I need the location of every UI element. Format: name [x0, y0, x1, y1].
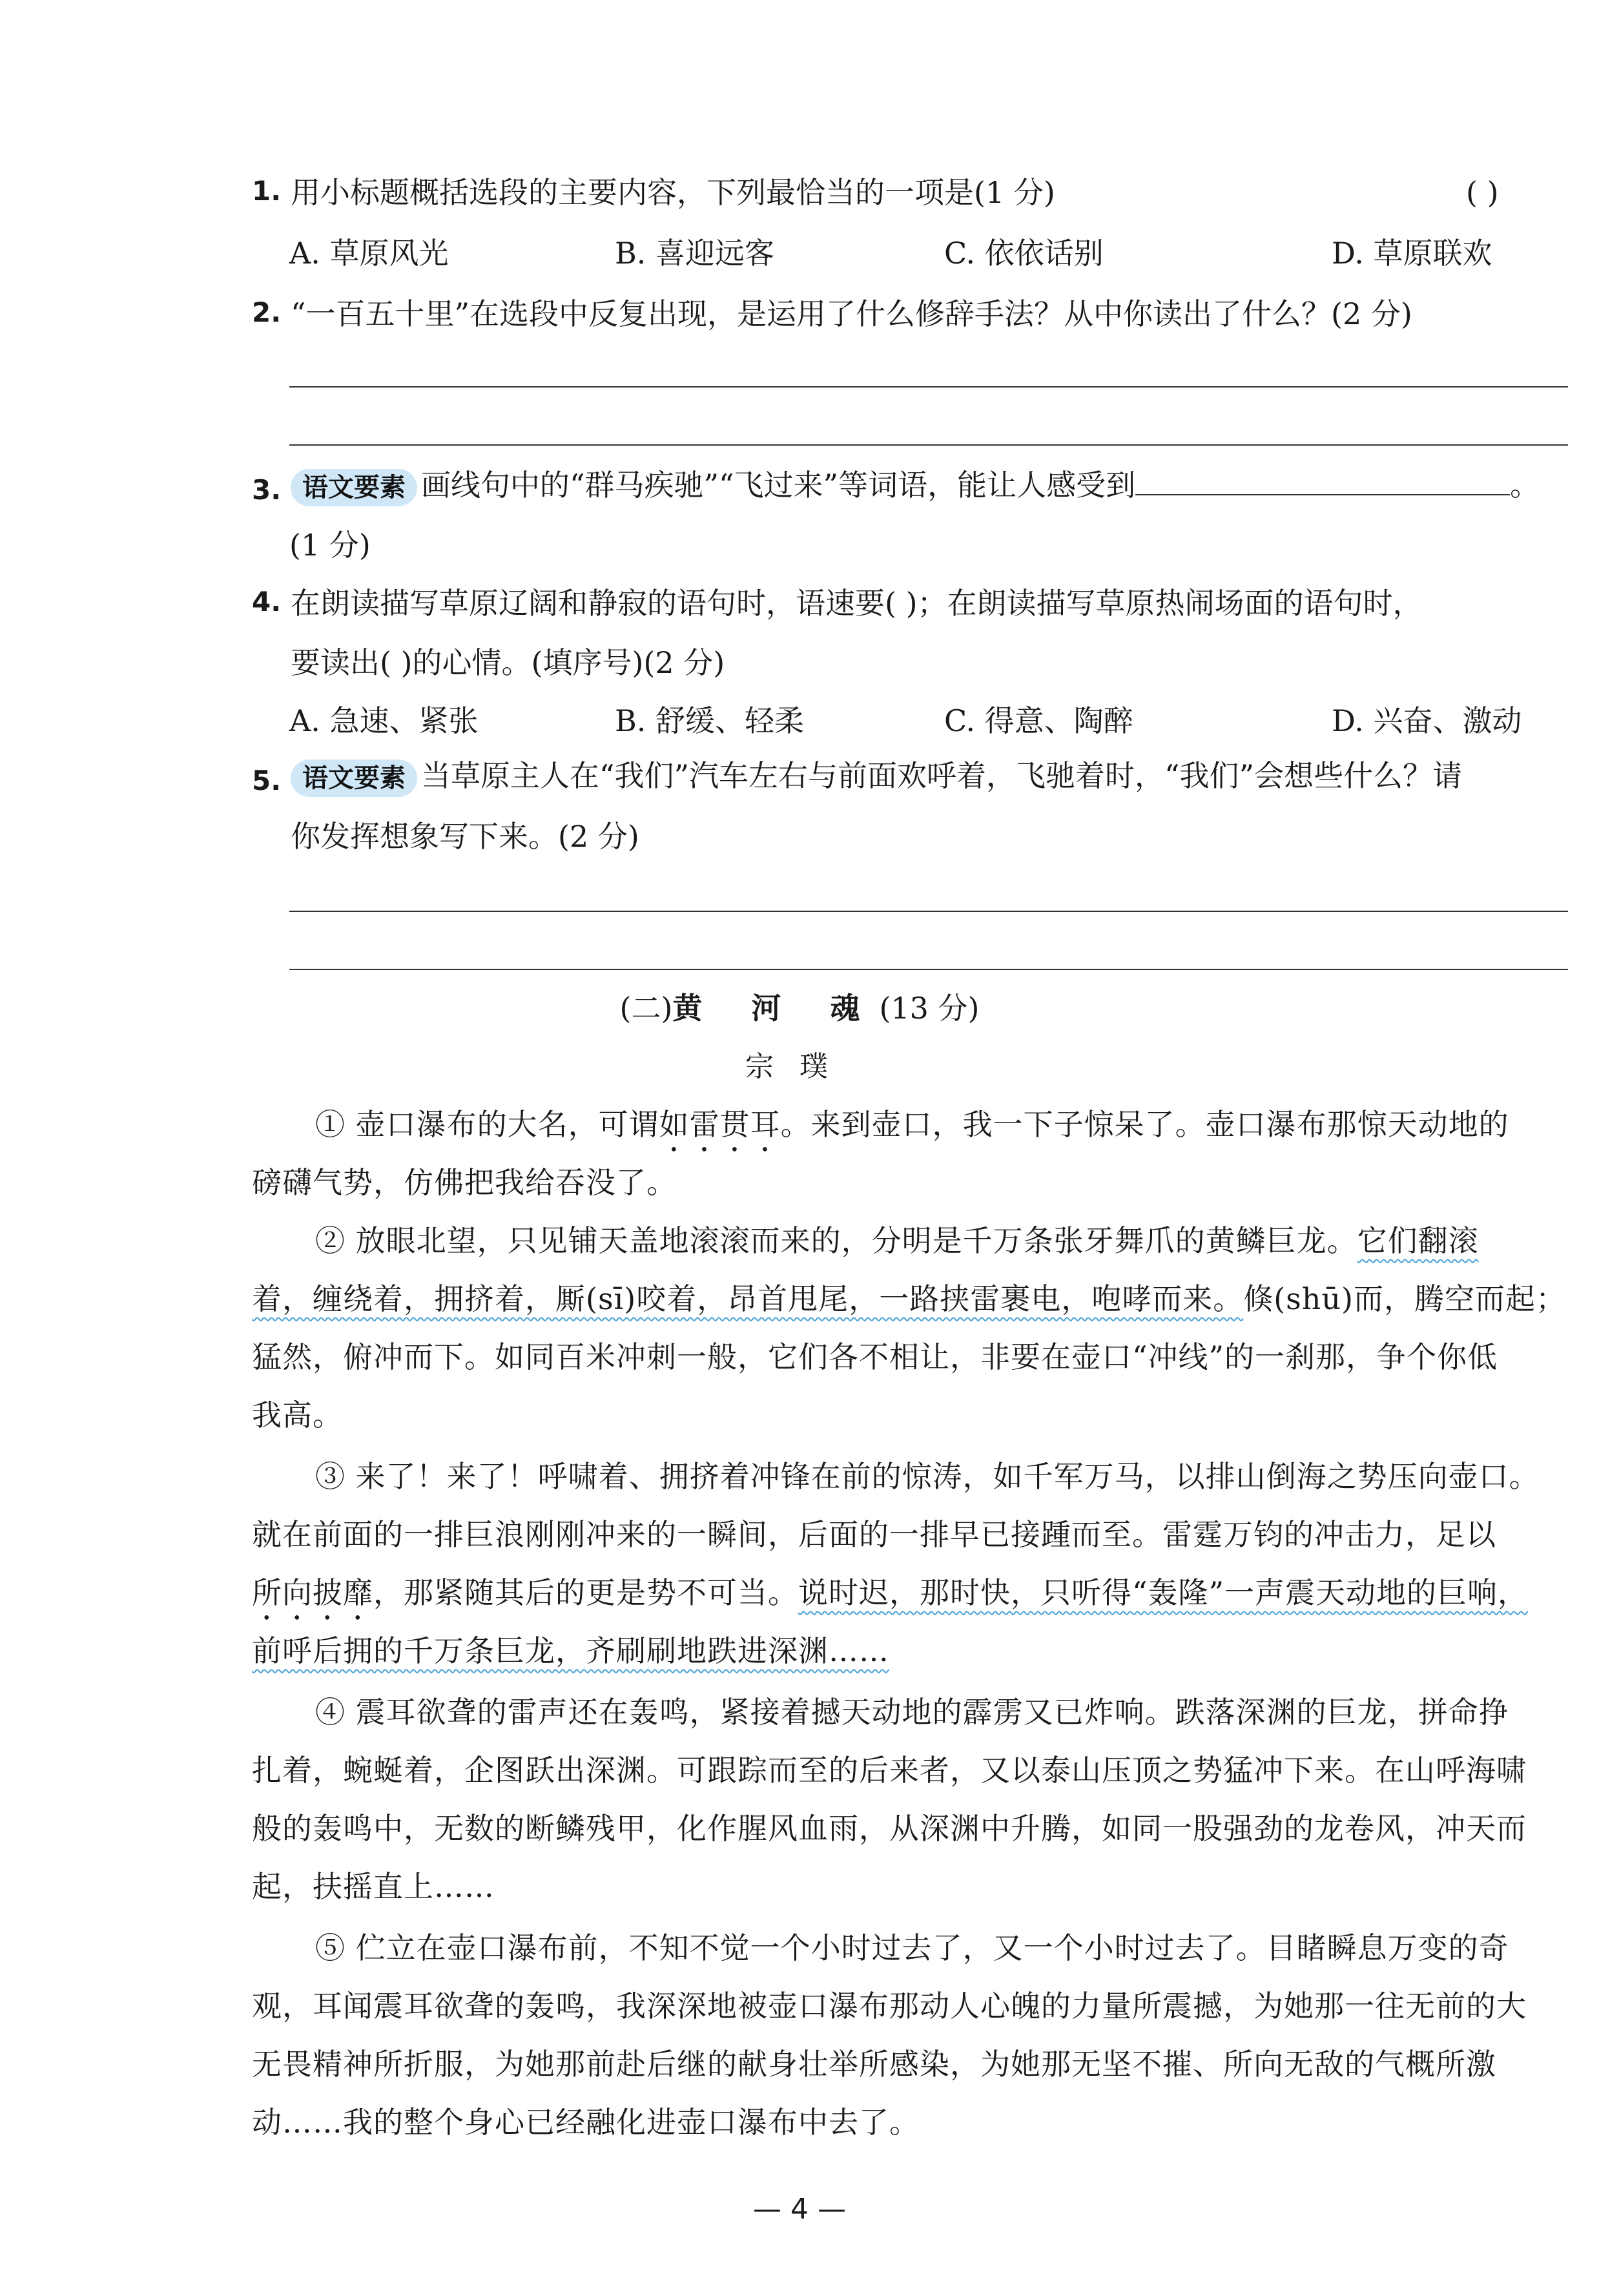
- section-title: [0, 985, 1599, 1028]
- passage-line: [315, 1101, 1509, 1159]
- answer-line[interactable]: [289, 444, 1568, 446]
- option-c[interactable]: C. 得意、陶醉: [944, 703, 1133, 738]
- fill-blank[interactable]: [1135, 468, 1510, 495]
- option-d[interactable]: D. 草原联欢: [1332, 236, 1492, 271]
- passage-line: 般的轰鸣中，无数的断鳞残甲，化作腥风血雨，从深渊中升腾，如同一股强劲的龙卷风，冲天而: [252, 1811, 1527, 1846]
- question-number: 4.: [252, 586, 282, 617]
- question-text: 用小标题概括选段的主要内容，下列最恰当的一项是(1 分): [291, 175, 1055, 210]
- passage-author: 宗璞: [745, 1050, 854, 1083]
- question-text-a: 画线句中的“群马疾驰”“飞过来”等词语，能让人感受到: [421, 468, 1136, 502]
- passage-line: 就在前面的一排巨浪刚刚冲来的一瞬间，后面的一排早已接踵而至。雷霆万钧的冲击力，足以: [252, 1517, 1496, 1552]
- option-b[interactable]: B. 舒缓、轻柔: [615, 703, 805, 738]
- option-c[interactable]: C. 依依话别: [944, 236, 1104, 271]
- question-number: 2.: [252, 296, 282, 328]
- underlined-sentence: 说时迟，那时快，只听得“轰隆”一声震天动地的巨响，: [798, 1575, 1529, 1610]
- option-a[interactable]: A. 急速、紧张: [289, 703, 479, 738]
- score-note: (1 分): [289, 528, 371, 563]
- option-b[interactable]: B. 喜迎远客: [615, 236, 775, 271]
- passage-line: ⑤ 伫立在壶口瀑布前，不知不觉一个小时过去了，又一个小时过去了。目睹瞬息万变的奇: [315, 1930, 1509, 1965]
- text: ，那紧随其后的更是势不可当。: [373, 1575, 798, 1610]
- dotted-phrase: 所向披靡: [252, 1575, 373, 1610]
- question-number: 3.: [252, 474, 282, 506]
- passage-line: 动……我的整个身心已经融化进壶口瀑布中去了。: [252, 2105, 920, 2140]
- passage-line: 磅礴气势，仿佛把我给吞没了。: [252, 1165, 677, 1200]
- text: ② 放眼北望，只见铺天盖地滚滚而来的，分明是千万条张牙舞爪的黄鳞巨龙。: [315, 1223, 1357, 1258]
- dotted-phrase: 如雷贯耳: [659, 1107, 781, 1142]
- option-a[interactable]: A. 草原风光: [289, 236, 449, 271]
- passage-line: 无畏精神所折服，为她那前赴后继的献身壮举所感染，为她那无坚不摧、所向无敌的气概所激: [252, 2047, 1496, 2082]
- underlined-sentence: 它们翻滚: [1357, 1223, 1479, 1258]
- answer-line[interactable]: [289, 386, 1568, 388]
- answer-paren[interactable]: ( ): [1466, 175, 1499, 210]
- section-score: (13 分): [879, 991, 980, 1026]
- question-number: 1.: [252, 175, 282, 207]
- skill-tag: 语文要素: [291, 469, 417, 506]
- skill-tag: 语文要素: [291, 760, 417, 797]
- option-d[interactable]: D. 兴奋、激动: [1332, 703, 1522, 738]
- passage-line: [252, 1569, 1528, 1627]
- passage-line: [315, 1217, 1479, 1260]
- passage-line: 我高。: [252, 1398, 343, 1432]
- answer-line[interactable]: [289, 911, 1568, 912]
- passage-line: 扎着，蜿蜒着，企图跃出深渊。可跟踪而至的后来者，又以泰山压顶之势猛冲下来。在山呼海啸: [252, 1753, 1527, 1788]
- answer-line[interactable]: [289, 969, 1568, 970]
- passage-line: 起，扶摇直上……: [252, 1869, 495, 1904]
- passage-line: ③ 来了！来了！呼啸着、拥挤着冲锋在前的惊涛，如千军万马，以排山倒海之势压向壶口。: [315, 1459, 1540, 1494]
- passage-line: 猛然，俯冲而下。如同百米冲刺一般，它们各不相让，非要在壶口“冲线”的一刹那，争个你低: [252, 1339, 1498, 1374]
- underlined-sentence: 前呼后拥的千万条巨龙，齐刷刷地跌进深渊……: [252, 1633, 889, 1668]
- question-text: “一百五十里”在选段中反复出现，是运用了什么修辞手法？从中你读出了什么？(2 分): [291, 296, 1412, 331]
- question-number: 5.: [252, 765, 282, 796]
- page-number: — 4 —: [753, 2193, 846, 2226]
- text: ① 壶口瀑布的大名，可谓: [315, 1107, 659, 1142]
- passage-title: 黄 河 魂: [672, 991, 880, 1026]
- passage-line: [252, 1628, 889, 1670]
- question-text-line-1: 在朗读描写草原辽阔和静寂的语句时，语速要( )；在朗读描写草原热闹场面的语句时，: [291, 586, 1423, 621]
- question-text-b: 。: [1510, 468, 1540, 502]
- section-prefix: (二): [619, 991, 673, 1026]
- question-text: [291, 462, 1540, 510]
- passage-line: 观，耳闻震耳欲聋的轰鸣，我深深地被壶口瀑布那动人心魄的力量所震撼，为她那一往无前的大: [252, 1989, 1527, 2023]
- passage-line: ④ 震耳欲聋的雷声还在轰鸣，紧接着撼天动地的霹雳又已炸响。跌落深渊的巨龙，拼命挣: [315, 1695, 1509, 1730]
- question-text-line-1: [291, 752, 1462, 800]
- question-text-line-2: 你发挥想象写下来。(2 分): [291, 819, 639, 854]
- passage-line: [252, 1276, 1566, 1318]
- underlined-sentence: 着，缠绕着，拥挤着，厮(sī)咬着，昂首甩尾，一路挟雷裹电，咆哮而来。: [252, 1281, 1244, 1316]
- text: 倏(shū)而，腾空而起；: [1243, 1281, 1566, 1316]
- text: 。来到壶口，我一下子惊呆了。壶口瀑布那惊天动地的: [780, 1107, 1509, 1142]
- question-text-line-2: 要读出( )的心情。(填序号)(2 分): [291, 645, 725, 680]
- question-text: 当草原主人在“我们”汽车左右与前面欢呼着，飞驰着时，“我们”会想些什么？请: [421, 758, 1463, 793]
